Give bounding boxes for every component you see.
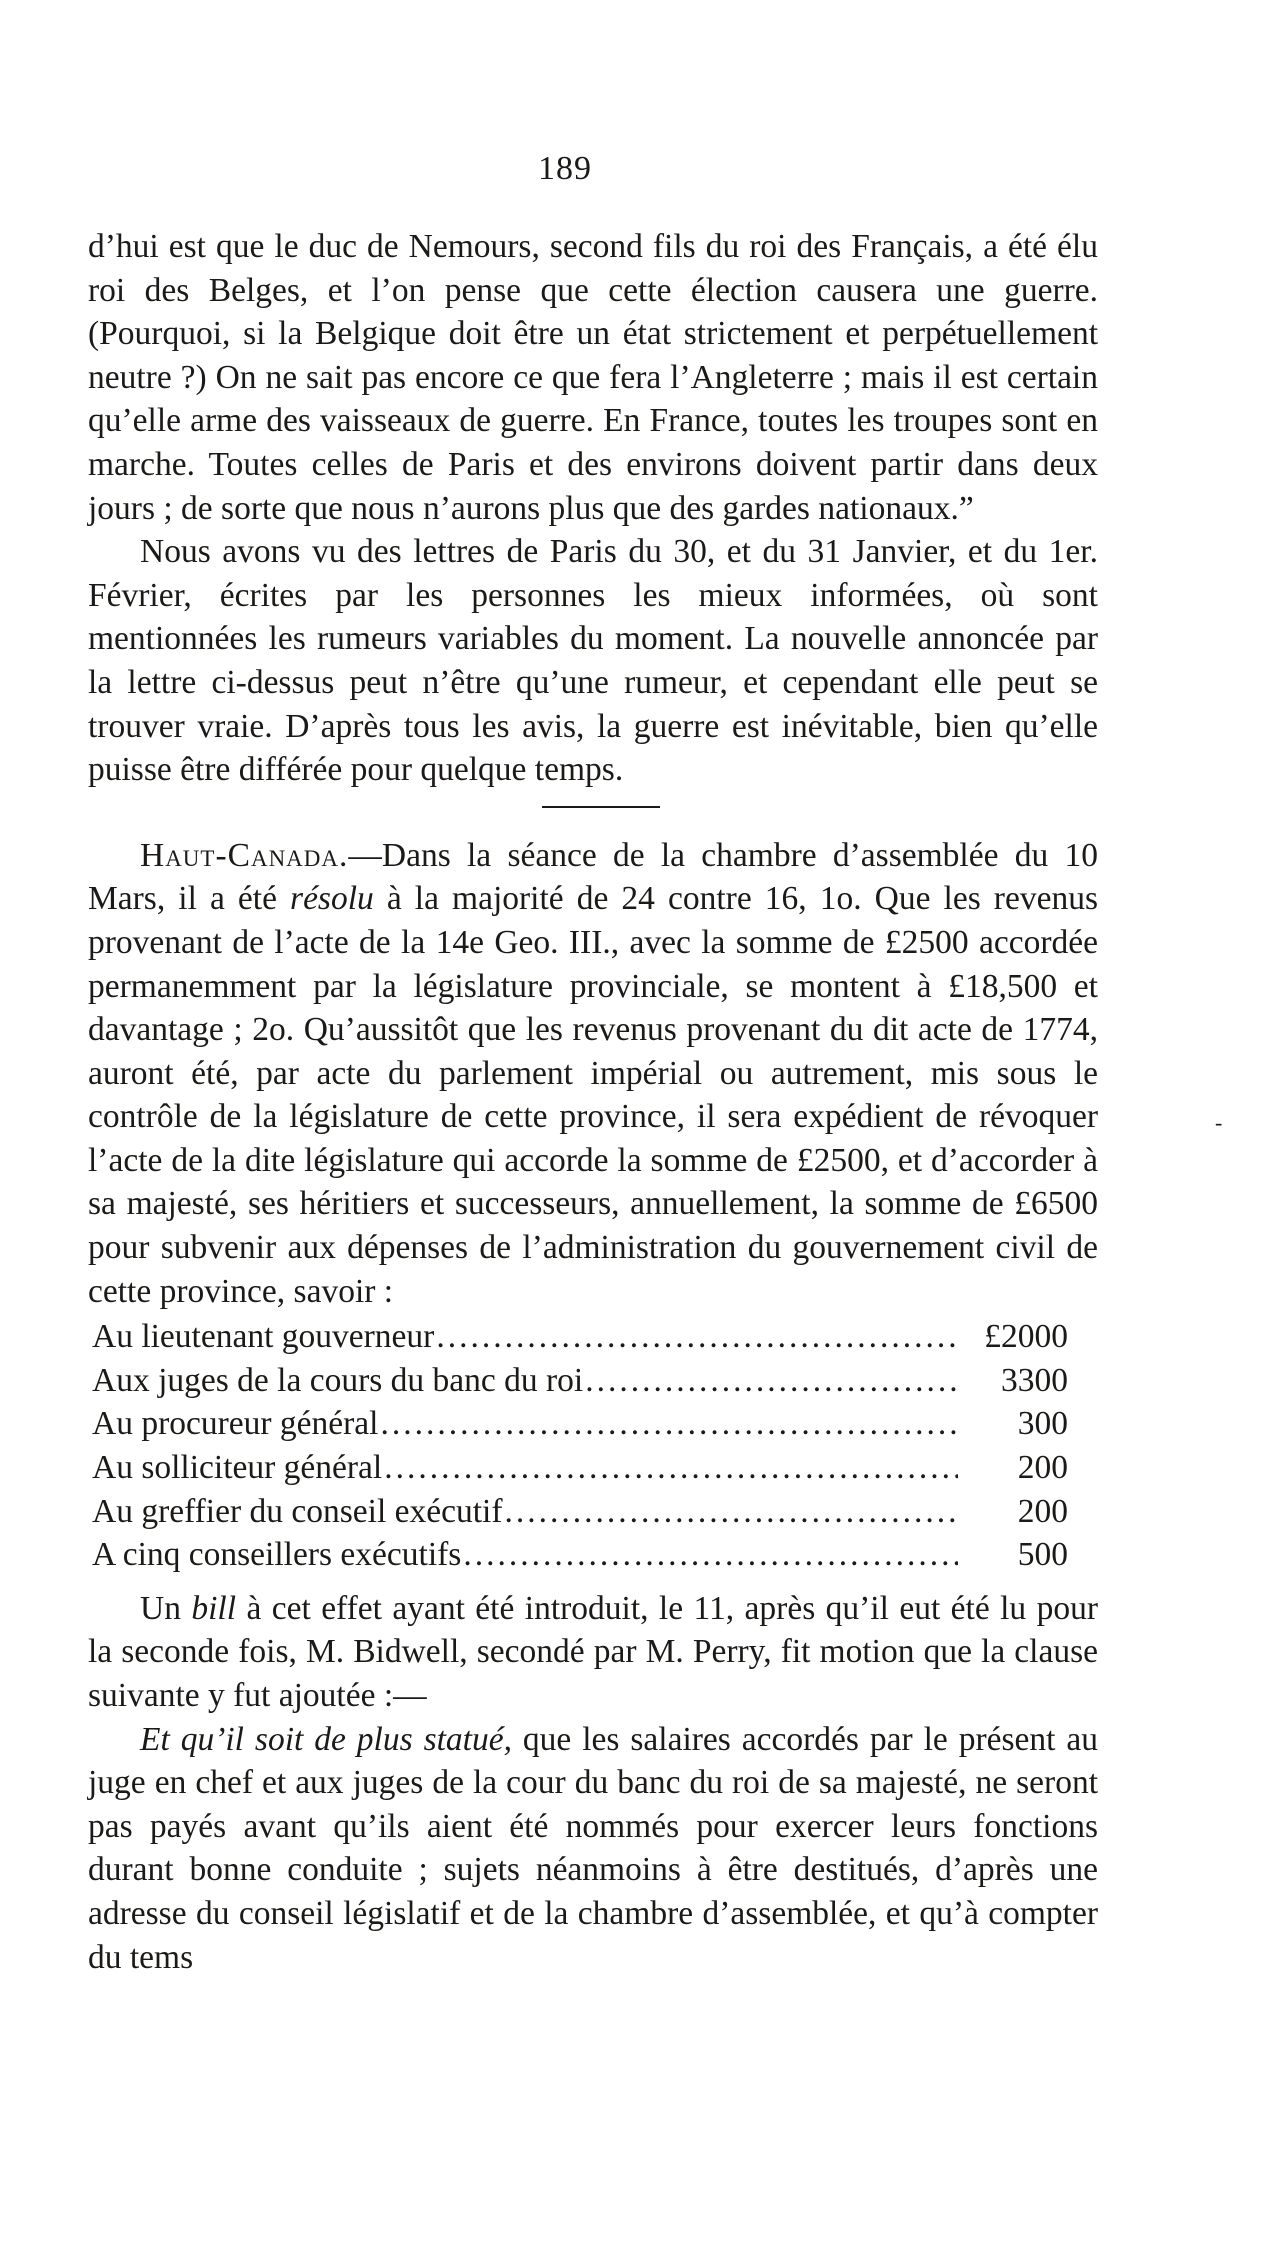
salary-label: Au solliciteur général bbox=[92, 1449, 383, 1487]
salary-amount: 200 bbox=[1017, 1492, 1068, 1530]
dot-leader bbox=[461, 1533, 958, 1577]
salary-label: Aux juges de la cours du banc du roi bbox=[92, 1361, 584, 1399]
salary-list bbox=[88, 1315, 1068, 1577]
page-number: 189 bbox=[538, 150, 592, 187]
dot-leader bbox=[434, 1315, 958, 1359]
paragraph-letters-from-paris: Nous avons vu des lettres de Paris du 30, et du 31 Janvier, et du 1er. Février, écrites par les personnes les mieux informées, où sont mentionnées les rumeurs variables du moment. La nouvelle annoncée par la lettre ci-dessus peut n’être qu’une rumeur, et cependant elle peut se trouver vraie. D’après tous les avis, la guerre est inévitable, bien qu’elle puisse être différée pour quelque temps. bbox=[88, 533, 1098, 789]
salary-label: A cinq conseillers exécutifs bbox=[92, 1536, 462, 1574]
italic-term-resolu: résolu bbox=[290, 880, 374, 918]
dot-leader bbox=[378, 1402, 958, 1446]
salary-row bbox=[88, 1402, 1068, 1446]
dot-leader bbox=[583, 1359, 958, 1403]
salary-row bbox=[88, 1359, 1068, 1403]
paragraph-text: —Dans la séance de la chambre d’assemblée du 10 Mars, il a été bbox=[88, 836, 1098, 918]
salary-amount: 500 bbox=[1017, 1536, 1068, 1574]
salary-row bbox=[88, 1533, 1068, 1577]
italic-clause-opening: Et qu’il soit de plus statué, bbox=[140, 1720, 512, 1758]
italic-term-bill: bill bbox=[191, 1589, 237, 1627]
dot-leader bbox=[503, 1490, 958, 1534]
paragraph-text: que les salaires accordés par le présent au juge en chef et aux juges de la cour du banc du roi de sa majesté, ne seront pas payés avant qu’ils aient été nommés pour exercer leurs fonctions durant bonne conduite ; sujets néanmoins à être destitués, d’après une adresse du conseil législatif et de la chambre d’assemblée, et qu’à compter du tems bbox=[88, 1720, 1098, 1976]
paragraph-text: Un bbox=[140, 1589, 192, 1627]
salary-label: Au greffier du conseil exécutif bbox=[92, 1492, 503, 1530]
paragraph-text: à cet effet ayant été introduit, le 11, après qu’il eut été lu pour la seconde fois, M. Bidwell, secondé par M. Perry, fit motion que la clause suivante y fut ajoutée :— bbox=[88, 1589, 1098, 1714]
section-divider bbox=[542, 806, 660, 808]
salary-amount: 200 bbox=[1017, 1449, 1068, 1487]
paragraph-bill bbox=[88, 1587, 1098, 1718]
salary-amount: 3300 bbox=[1001, 1361, 1068, 1399]
salary-label: Au procureur général bbox=[92, 1405, 379, 1443]
paragraph-text: à la majorité de 24 contre 16, 1o. Que les revenus provenant de l’acte de la 14e Geo. III., avec la somme de £2500 accordée permanemment par la législature provinciale, se montent à £18,500 et davantage ; 2o. Qu’aussitôt que les revenus provenant du dit acte de 1774, auront été, par acte du parlement impérial ou autrement, mis sous le contrôle de la législature de cette province, il sera expédient de révoquer l’acte de la dite législature qui accorde la somme de £2500, et d’accorder à sa majesté, ses héritiers et successeurs, annuellement, la somme de £6500 pour subvenir aux dépenses de l’administration du gouvernement civil de cette province, savoir : bbox=[88, 880, 1098, 1310]
salary-row bbox=[88, 1490, 1068, 1534]
salary-row bbox=[88, 1446, 1068, 1490]
salary-row bbox=[88, 1315, 1068, 1359]
dot-leader bbox=[382, 1446, 958, 1490]
salary-label: Au lieutenant gouverneur bbox=[92, 1318, 435, 1356]
margin-mark: - bbox=[1215, 1110, 1223, 1135]
section-heading-haut-canada: Haut-Canada. bbox=[140, 836, 349, 874]
paragraph-clause bbox=[88, 1718, 1098, 1980]
salary-amount: £2000 bbox=[984, 1318, 1068, 1356]
salary-amount: 300 bbox=[1017, 1405, 1068, 1443]
paragraph-paris-news: d’hui est que le duc de Nemours, second fils du roi des Français, a été élu roi des Belges, et l’on pense que cette élection causera une guerre. (Pourquoi, si la Belgique doit être un état strictement et perpétuellement neutre ?) On ne sait pas encore ce que fera l’Angleterre ; mais il est certain qu’elle arme des vaisseaux de guerre. En France, toutes les troupes sont en marche. Toutes celles de Paris et des environs doivent partir dans deux jours ; de sorte que nous n’aurons plus que des gardes nationaux.” bbox=[88, 228, 1098, 527]
paragraph-haut-canada bbox=[88, 834, 1098, 1314]
page-body bbox=[88, 225, 1098, 1979]
